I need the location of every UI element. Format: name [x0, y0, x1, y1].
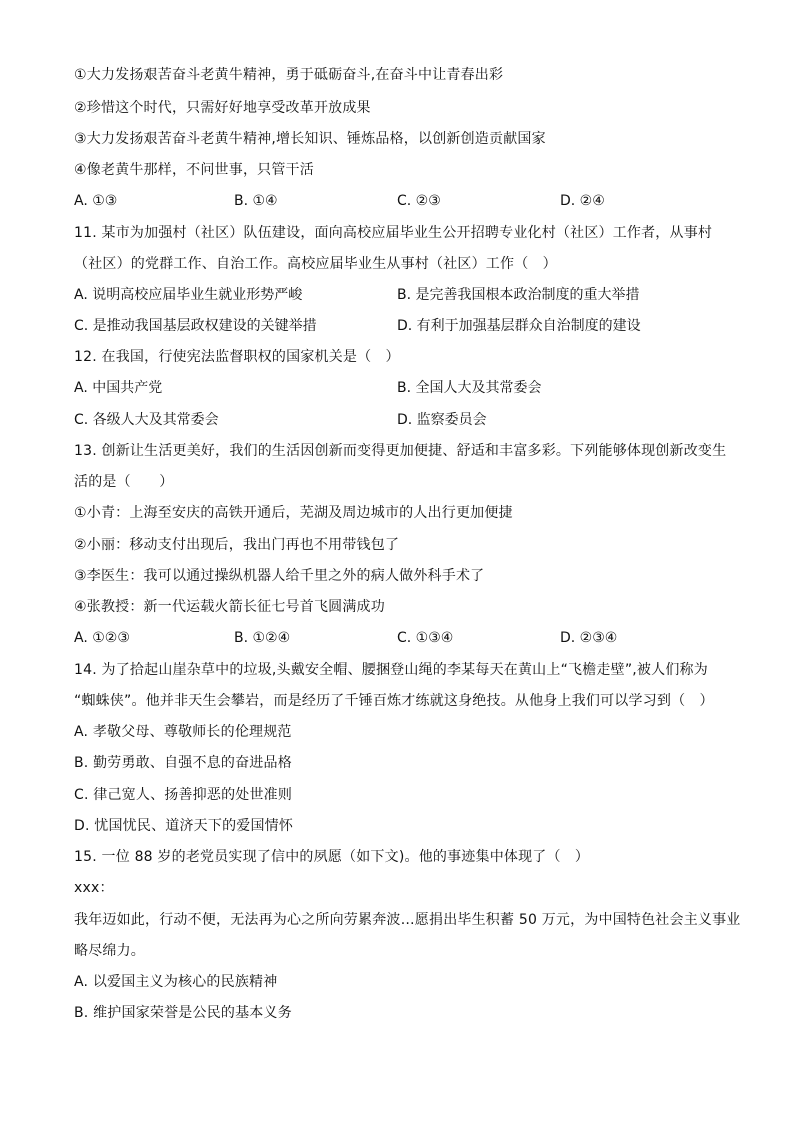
q11-stem-line-1: 11. 某市为加强村（社区）队伍建设，面向高校应届毕业生公开招聘专业化村（社区）工作者，从事村: [74, 225, 713, 241]
q12-stem: 12. 在我国，行使宪法监督职权的国家机关是（ ）: [74, 349, 400, 365]
q14-option-c[interactable]: C. 律己宽人、扬善抑恶的处世准则: [74, 787, 293, 803]
q11-option-c[interactable]: C. 是推动我国基层政权建设的关键举措: [74, 318, 317, 334]
q13-options: [74, 628, 734, 648]
q12-options-row-1: [74, 378, 734, 398]
q14-option-b[interactable]: B. 勤劳勇敢、自强不息的奋进品格: [74, 755, 292, 771]
q13-statement-1: ①小青：上海至安庆的高铁开通后，芜湖及周边城市的人出行更加便捷: [74, 505, 513, 521]
q10-statement-3: ③大力发扬艰苦奋斗老黄牛精神,增长知识、锤炼品格，以创新创造贡献国家: [74, 131, 546, 147]
q13-stem-line-2: 活的是（ ）: [74, 474, 174, 490]
q13-stem-line-1: 13. 创新让生活更美好，我们的生活因创新而变得更加便捷、舒适和丰富多彩。下列能够体现创新改变生: [74, 443, 727, 459]
q15-letter-salutation: xxx：: [74, 880, 114, 896]
q14-stem-line-2: “蜘蛛侠”。他并非天生会攀岩，而是经历了千锤百炼才练就这身绝技。从他身上我们可以学习到（ ）: [74, 693, 714, 709]
q10-statement-1: ①大力发扬艰苦奋斗老黄牛精神，勇于砥砺奋斗,在奋斗中让青春出彩: [74, 67, 504, 83]
q12-option-a[interactable]: A. 中国共产党: [74, 380, 163, 396]
q10-options: [74, 191, 734, 211]
q10-statement-4: ④像老黄牛那样，不问世事，只管干活: [74, 162, 314, 178]
q13-option-c[interactable]: C. ①③④: [397, 630, 454, 646]
q10-option-a[interactable]: A. ①③: [74, 193, 118, 209]
q10-option-d[interactable]: D. ②④: [560, 193, 605, 209]
q12-option-d[interactable]: D. 监察委员会: [397, 412, 487, 428]
q15-option-b[interactable]: B. 维护国家荣誉是公民的基本义务: [74, 1005, 292, 1021]
q13-statement-4: ④张教授：新一代运载火箭长征七号首飞圆满成功: [74, 599, 385, 615]
q11-stem-line-2: （社区）的党群工作、自治工作。高校应届毕业生从事村（社区）工作（ ）: [74, 256, 557, 272]
q13-statement-2: ②小丽：移动支付出现后，我出门再也不用带钱包了: [74, 537, 400, 553]
q11-option-a[interactable]: A. 说明高校应届毕业生就业形势严峻: [74, 287, 303, 303]
q12-options-row-2: [74, 410, 734, 430]
q15-letter-line-2: 略尽绵力。: [74, 943, 145, 959]
q14-stem-line-1: 14. 为了拾起山崖杂草中的垃圾,头戴安全帽、腰捆登山绳的李某每天在黄山上“飞檐走壁”,被人们称为: [74, 662, 708, 678]
q13-option-a[interactable]: A. ①②③: [74, 630, 130, 646]
q11-options-row-2: [74, 316, 734, 336]
q12-option-c[interactable]: C. 各级人大及其常委会: [74, 412, 219, 428]
q13-option-d[interactable]: D. ②③④: [560, 630, 618, 646]
q13-option-b[interactable]: B. ①②④: [234, 630, 291, 646]
q11-option-d[interactable]: D. 有利于加强基层群众自治制度的建设: [397, 318, 641, 334]
q10-statement-2: ②珍惜这个时代，只需好好地享受改革开放成果: [74, 100, 371, 116]
q15-stem: 15. 一位 88 岁的老党员实现了信中的夙愿（如下文)。他的事迹集中体现了（ ）: [74, 849, 590, 865]
q15-letter-line-1: 我年迈如此，行动不便，无法再为心之所向劳累奔波…愿捐出毕生积蓄 50 万元，为中国特色社会主义事业: [74, 912, 741, 928]
q10-option-c[interactable]: C. ②③: [397, 193, 441, 209]
q15-option-a[interactable]: A. 以爱国主义为核心的民族精神: [74, 974, 278, 990]
q11-options-row-1: [74, 285, 734, 305]
q10-option-b[interactable]: B. ①④: [234, 193, 278, 209]
q13-statement-3: ③李医生：我可以通过操纵机器人给千里之外的病人做外科手术了: [74, 568, 485, 584]
q14-option-d[interactable]: D. 忧国忧民、道济天下的爱国情怀: [74, 818, 294, 834]
q12-option-b[interactable]: B. 全国人大及其常委会: [397, 380, 542, 396]
q14-option-a[interactable]: A. 孝敬父母、尊敬师长的伦理规范: [74, 724, 292, 740]
q11-option-b[interactable]: B. 是完善我国根本政治制度的重大举措: [397, 287, 640, 303]
